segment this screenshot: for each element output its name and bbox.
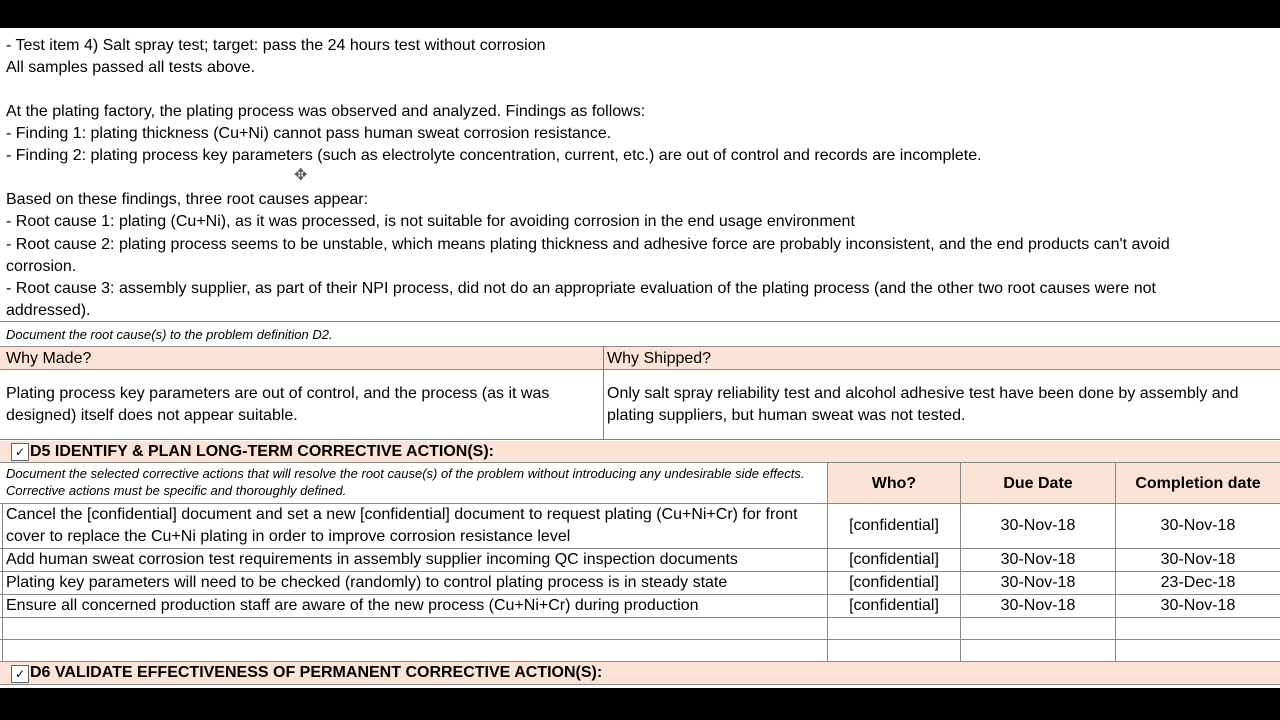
- action-cell[interactable]: Ensure all concerned production staff are aware of the new process (Cu+Ni+Cr) during production: [6, 597, 699, 614]
- text-line: - Root cause 1: plating (Cu+Ni), as it was processed, is not suitable for avoiding corrosion in the end usage environment: [6, 213, 855, 230]
- gridline: [0, 617, 1280, 618]
- why-shipped-text[interactable]: Only salt spray reliability test and alcohol adhesive test have been done by assembly and plating suppliers, but human sweat was not tested.: [607, 385, 1239, 424]
- why-shipped-label: Why Shipped?: [607, 350, 712, 367]
- why-made-text[interactable]: Plating process key parameters are out of control, and the process (as it was designed) itself does not appear suitable.: [6, 385, 550, 424]
- gridline: [0, 369, 1280, 370]
- due-date-cell[interactable]: 30-Nov-18: [1000, 517, 1076, 534]
- text-line: Based on these findings, three root causes appear:: [6, 191, 369, 208]
- d5-instruction: Document the selected corrective actions that will resolve the root cause(s) of the problem without introducing any undesirable side effects. Corrective actions must be specific and thoroughly defined.: [6, 466, 805, 498]
- text-line: - Finding 1: plating thickness (Cu+Ni) cannot pass human sweat corrosion resistance.: [6, 125, 612, 142]
- gridline: [0, 684, 1280, 685]
- d4-instruction: Document the root cause(s) to the problem definition D2.: [6, 327, 333, 342]
- column-header-due-date: Due Date: [1003, 475, 1073, 492]
- top-letterbox: [0, 0, 1280, 28]
- text-line: addressed).: [6, 302, 91, 319]
- action-cell[interactable]: Plating key parameters will need to be checked (randomly) to control plating process is in steady state: [6, 574, 728, 591]
- completion-date-cell[interactable]: 23-Dec-18: [1160, 574, 1236, 591]
- d6-checkbox[interactable]: ✓: [11, 665, 29, 683]
- gridline: [0, 321, 1280, 322]
- who-cell[interactable]: [confidential]: [849, 597, 939, 614]
- who-cell[interactable]: [confidential]: [849, 551, 939, 568]
- action-cell[interactable]: Add human sweat corrosion test requirements in assembly supplier incoming QC inspection documents: [6, 551, 738, 568]
- gridline: [2, 503, 3, 661]
- text-line: - Test item 4) Salt spray test; target: pass the 24 hours test without corrosion: [6, 37, 546, 54]
- move-cursor-icon: ✥: [294, 167, 308, 184]
- due-date-cell[interactable]: 30-Nov-18: [1000, 551, 1076, 568]
- text-line: - Root cause 2: plating process seems to be unstable, which means plating thickness and adhesive force are probably inconsistent, and the end products can't avoid: [6, 236, 1170, 253]
- spreadsheet-sheet[interactable]: [0, 28, 1280, 688]
- gridline: [0, 639, 1280, 640]
- due-date-cell[interactable]: 30-Nov-18: [1000, 597, 1076, 614]
- who-cell[interactable]: [confidential]: [849, 517, 939, 534]
- d5-section-title: D5 IDENTIFY & PLAN LONG-TERM CORRECTIVE ACTION(S):: [30, 443, 494, 460]
- gridline: [603, 347, 604, 439]
- completion-date-cell[interactable]: 30-Nov-18: [1160, 551, 1236, 568]
- gridline: [0, 439, 1280, 440]
- text-line: - Finding 2: plating process key parameters (such as electrolyte concentration, current, etc.) are out of control and records are incomplete.: [6, 147, 982, 164]
- column-header-completion-date: Completion date: [1135, 475, 1261, 492]
- completion-date-cell[interactable]: 30-Nov-18: [1160, 517, 1236, 534]
- who-cell[interactable]: [confidential]: [849, 574, 939, 591]
- bottom-letterbox: [0, 688, 1280, 720]
- action-cell[interactable]: Cancel the [confidential] document and set a new [confidential] document to request plating (Cu+Ni+Cr) for front cover to replace the Cu+Ni plating in order to improve corrosion resistance level: [6, 506, 798, 545]
- column-header-who: Who?: [871, 475, 917, 492]
- text-line: - Root cause 3: assembly supplier, as part of their NPI process, did not do an appropriate evaluation of the plating process (and the other two root causes were not: [6, 280, 1156, 297]
- text-line: At the plating factory, the plating process was observed and analyzed. Findings as follows:: [6, 103, 646, 120]
- d6-section-title: D6 VALIDATE EFFECTIVENESS OF PERMANENT CORRECTIVE ACTION(S):: [30, 664, 603, 681]
- d5-checkbox[interactable]: ✓: [11, 443, 29, 461]
- due-date-cell[interactable]: 30-Nov-18: [1000, 574, 1076, 591]
- why-made-label: Why Made?: [6, 350, 92, 367]
- text-line: All samples passed all tests above.: [6, 59, 256, 76]
- completion-date-cell[interactable]: 30-Nov-18: [1160, 597, 1236, 614]
- text-line: corrosion.: [6, 258, 77, 275]
